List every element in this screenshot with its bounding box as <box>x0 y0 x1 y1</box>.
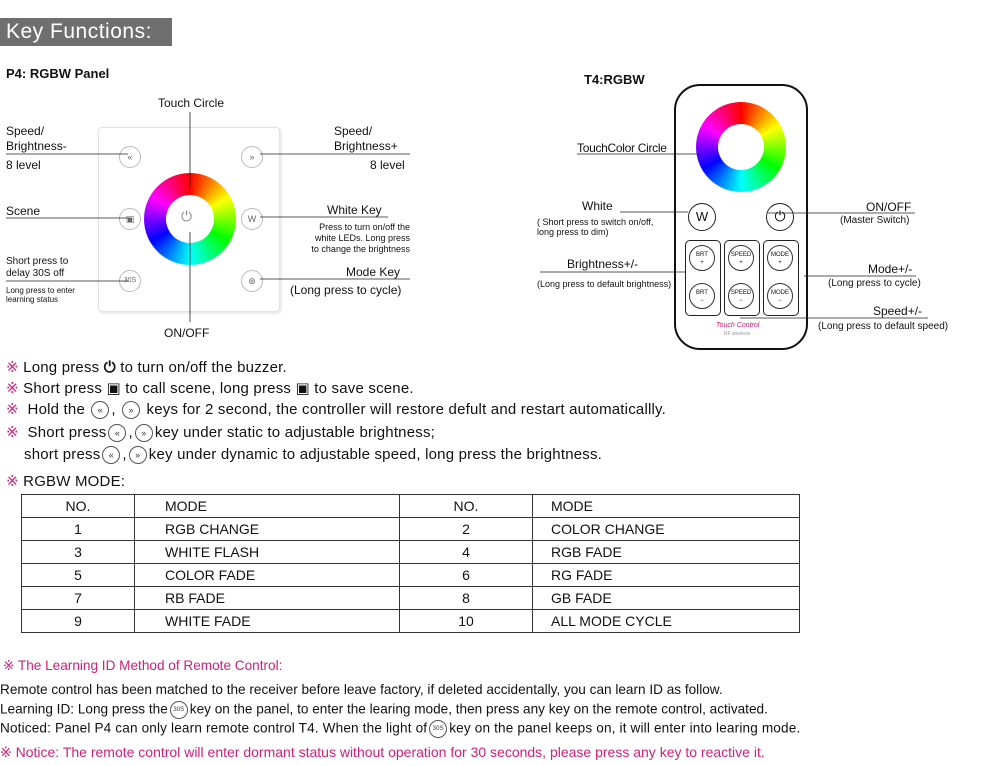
learning-heading: ※ The Learning ID Method of Remote Control: <box>3 658 283 673</box>
table-cell: 7 <box>22 587 135 610</box>
learning-line-2: Learning ID: Long press the 30S key on the panel, to enter the learing mode, then press any key on the remote control, activated. <box>0 701 768 719</box>
table-cell: 10 <box>400 610 533 633</box>
p4-speed-minus-label-3: 8 level <box>6 158 41 172</box>
t4-touch-color-label: TouchColor Circle <box>577 141 667 155</box>
table-header-cell: MODE <box>533 495 800 518</box>
table-cell: ALL MODE CYCLE <box>533 610 800 633</box>
table-row <box>22 587 800 610</box>
t4-brightness-label: Brightness+/- <box>567 257 639 271</box>
p4-brightness-down-button[interactable]: « <box>119 146 141 168</box>
table-header-row <box>22 495 800 518</box>
table-cell: 9 <box>22 610 135 633</box>
t4-onoff-desc: (Master Switch) <box>840 215 910 226</box>
table-row <box>22 610 800 633</box>
table-header-cell: NO. <box>400 495 533 518</box>
t4-onoff-label: ON/OFF <box>866 200 912 214</box>
p4-title: P4: RGBW Panel <box>6 66 110 81</box>
30s-key-icon: 30S <box>429 720 447 738</box>
brightness-down-key-icon: « <box>91 401 109 419</box>
p4-white-desc-3: to change the brightness <box>311 244 410 254</box>
t4-speed-up-button[interactable]: SPEED + <box>728 245 754 271</box>
brightness-down-key-icon: « <box>108 424 126 442</box>
rgbw-mode-table <box>21 494 800 633</box>
power-icon: ⏻ <box>103 359 116 376</box>
t4-mode-desc: (Long press to cycle) <box>828 278 921 289</box>
table-cell: 8 <box>400 587 533 610</box>
t4-white-desc-2: long press to dim) <box>537 227 609 237</box>
p4-onoff-label: ON/OFF <box>164 326 210 340</box>
p4-30s-button[interactable]: 30S <box>119 270 141 292</box>
t4-brightness-desc: (Long press to default brightness) <box>537 279 672 289</box>
note-scene: ※ Short press ▣ to call scene, long press ▣ to save scene. <box>6 380 414 397</box>
p4-white-button[interactable]: W <box>241 208 263 230</box>
power-icon: ⏻ <box>774 208 786 224</box>
p4-speed-minus-label-2: Brightness- <box>6 139 67 153</box>
t4-speed-down-button[interactable]: SPEED − <box>728 283 754 309</box>
learning-line-1: Remote control has been matched to the receiver before leave factory, if deleted accidentally, you can learn ID as follow. <box>0 682 723 697</box>
save-icon: ▣ <box>295 380 310 397</box>
p4-long-press-1: Long press to enter <box>6 286 75 295</box>
table-cell: COLOR FADE <box>135 564 400 587</box>
table-header-cell: NO. <box>22 495 135 518</box>
p4-white-desc-2: white LEDs. Long press <box>314 233 410 243</box>
p4-short-press-2: delay 30S off <box>6 268 65 279</box>
table-cell: WHITE FLASH <box>135 541 400 564</box>
table-cell: WHITE FADE <box>135 610 400 633</box>
t4-mode-label: Mode+/- <box>868 262 913 276</box>
table-cell: 6 <box>400 564 533 587</box>
t4-mode-down-button[interactable]: MODE − <box>767 283 793 309</box>
table-cell: RB FADE <box>135 587 400 610</box>
t4-white-desc-1: ( Short press to switch on/off, <box>537 217 654 227</box>
p4-mode-desc: (Long press to cycle) <box>290 283 402 297</box>
table-cell: 4 <box>400 541 533 564</box>
learning-notice: ※ Notice: The remote control will enter dormant status without operation for 30 seconds, please press any key to reactive it. <box>0 744 765 760</box>
t4-title: T4:RGBW <box>584 72 645 87</box>
t4-white-button[interactable]: W <box>688 203 716 231</box>
p4-touch-circle-label: Touch Circle <box>158 96 225 110</box>
table-cell: GB FADE <box>533 587 800 610</box>
table-row <box>22 564 800 587</box>
t4-speed-desc: (Long press to default speed) <box>818 321 949 332</box>
p4-white-desc-1: Press to turn on/off the <box>319 222 410 232</box>
leader-lines <box>0 0 993 350</box>
p4-power-icon[interactable]: ⏻ <box>181 208 193 224</box>
table-cell: RGB CHANGE <box>135 518 400 541</box>
table-header-cell: MODE <box>135 495 400 518</box>
brightness-up-key-icon: » <box>122 401 140 419</box>
table-cell: 1 <box>22 518 135 541</box>
t4-mode-up-button[interactable]: MODE + <box>767 245 793 271</box>
p4-speed-minus-label-1: Speed/ <box>6 124 45 138</box>
save-icon: ▣ <box>125 214 135 224</box>
p4-long-press-2: learning status <box>6 295 59 304</box>
t4-brand-sub: RF wireless <box>724 331 751 337</box>
brightness-down-key-icon: « <box>102 446 120 464</box>
p4-speed-plus-label-3: 8 level <box>370 158 405 172</box>
p4-speed-plus-label-1: Speed/ <box>334 124 373 138</box>
t4-white-label: White <box>582 199 613 213</box>
learning-line-3: Noticed: Panel P4 can only learn remote control T4. When the light of 30S key on the panel keeps on, it will enter into learing mode. <box>0 720 800 738</box>
p4-scene-label: Scene <box>6 204 41 218</box>
t4-brightness-up-button[interactable]: BRT + <box>689 245 715 271</box>
save-icon: ▣ <box>106 380 121 397</box>
table-cell: 2 <box>400 518 533 541</box>
brightness-up-key-icon: » <box>129 446 147 464</box>
section-banner: Key Functions: <box>0 18 172 46</box>
note-static: ※ Short press « , » key under static to adjustable brightness; <box>6 424 436 441</box>
note-dynamic: short press « , » key under dynamic to adjustable speed, long press the brightness. <box>24 446 603 463</box>
table-cell: 3 <box>22 541 135 564</box>
table-cell: 5 <box>22 564 135 587</box>
p4-speed-plus-label-2: Brightness+ <box>334 139 398 153</box>
table-cell: RG FADE <box>533 564 800 587</box>
note-rgbw-mode: ※ RGBW MODE: <box>6 473 126 490</box>
table-row <box>22 541 800 564</box>
table-cell: COLOR CHANGE <box>533 518 800 541</box>
t4-speed-label: Speed+/- <box>873 304 923 318</box>
note-buzzer: ※ Long press ⏻ to turn on/off the buzzer. <box>6 359 287 376</box>
mode-icon: ⊛ <box>248 276 256 286</box>
p4-mode-key-label: Mode Key <box>346 265 401 279</box>
t4-brand-label: Touch Control <box>716 322 760 329</box>
brightness-up-key-icon: » <box>135 424 153 442</box>
table-row <box>22 518 800 541</box>
note-restore: ※ Hold the « , » keys for 2 second, the controller will restore defult and restart automaticallly. <box>6 401 666 418</box>
30s-key-icon: 30S <box>170 701 188 719</box>
p4-brightness-up-button[interactable]: » <box>241 146 263 168</box>
table-cell: RGB FADE <box>533 541 800 564</box>
p4-white-key-label: White Key <box>327 203 382 217</box>
p4-short-press-1: Short press to <box>6 256 69 267</box>
t4-brightness-down-button[interactable]: BRT − <box>689 283 715 309</box>
